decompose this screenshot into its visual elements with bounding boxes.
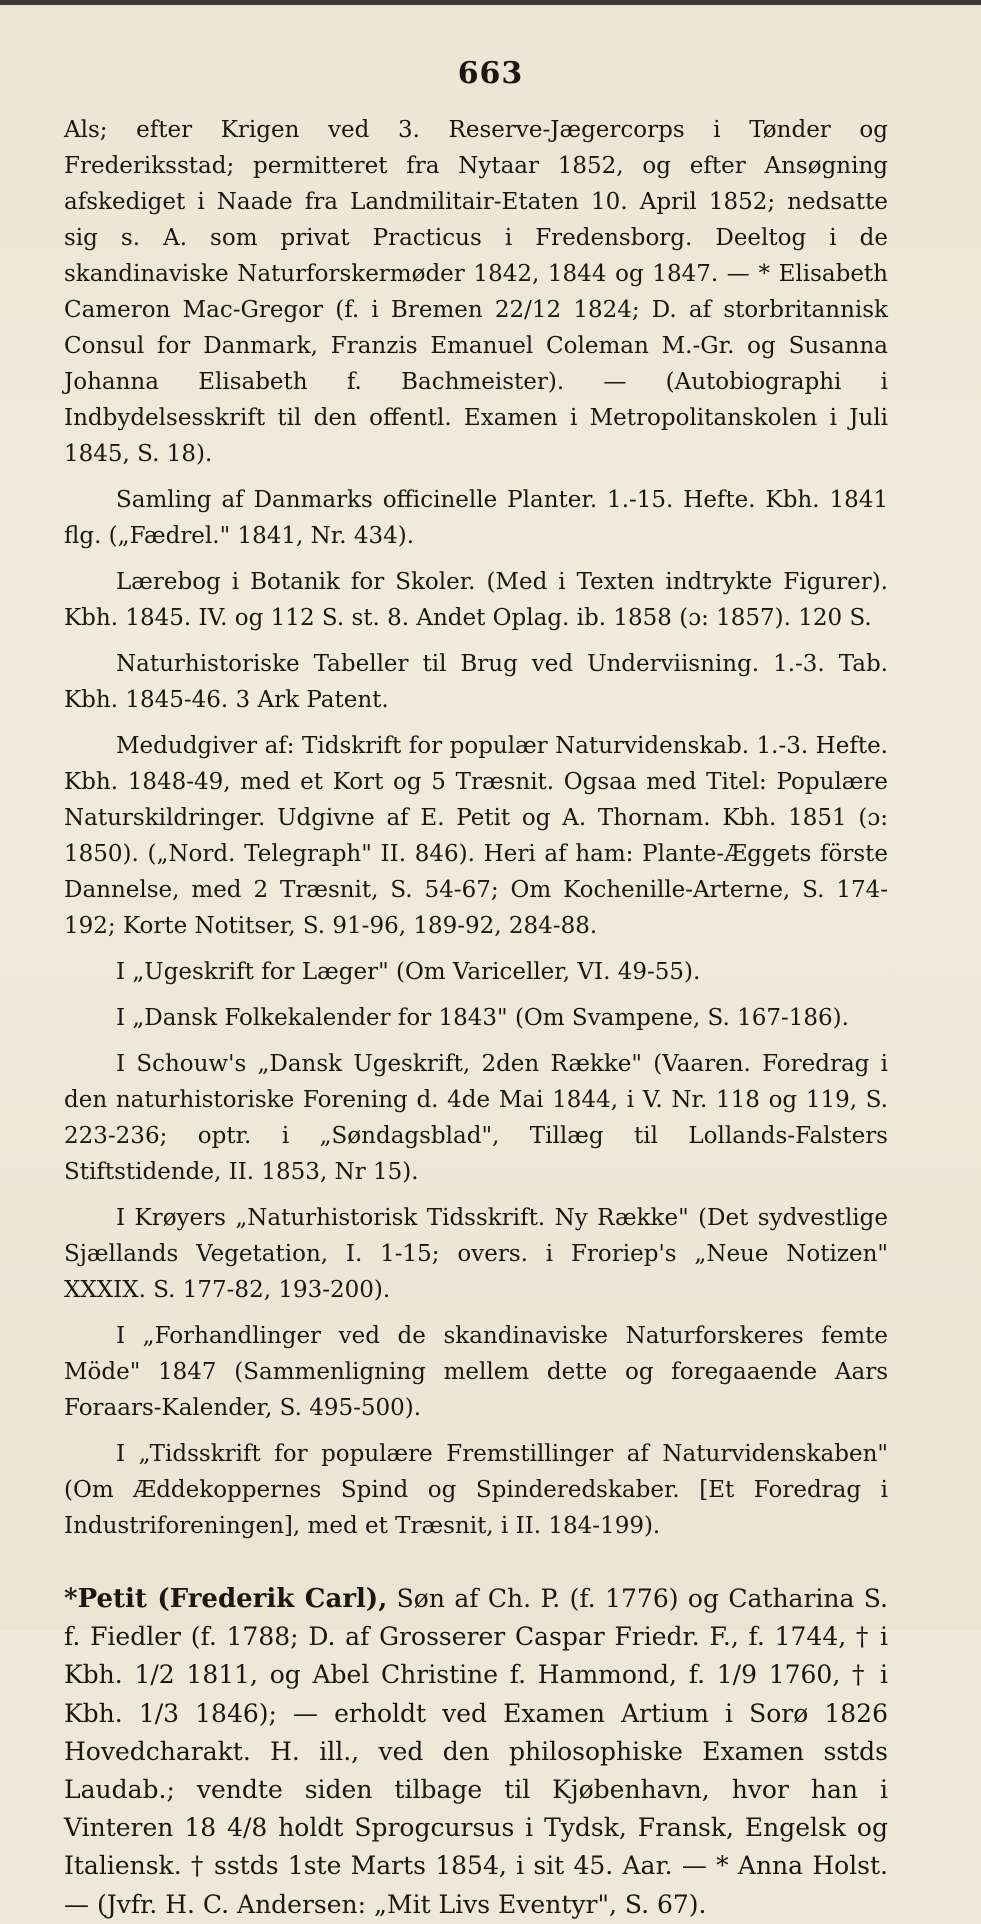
bibliography-item: Naturhistoriske Tabeller til Brug ved Underviisning. 1.-3. Tab. Kbh. 1845-46. 3 Ark Patent.	[64, 651, 888, 713]
page-number: 663	[457, 56, 524, 91]
bibliography-item: Samling af Danmarks officinelle Planter. 1.-15. Hefte. Kbh. 1841 flg. („Fædrel." 1841, Nr. 434).	[64, 487, 888, 549]
bibliography-item: I „Forhandlinger ved de skandinaviske Naturforskeres femte Möde" 1847 (Sammenligning mellem dette og foregaaende Aars Foraars-Kalender, S. 495-500).	[64, 1323, 888, 1421]
bibliography-item: I „Ugeskrift for Læger" (Om Variceller, VI. 49-55).	[116, 959, 701, 985]
top-edge-line	[0, 0, 981, 5]
entry-name: *Petit (Frederik Carl),	[64, 1584, 388, 1614]
biography-entry	[64, 1580, 888, 1924]
page-body	[64, 112, 888, 1924]
bibliography-item: I Krøyers „Naturhistorisk Tidsskrift. Ny Række" (Det sydvestlige Sjællands Vegetation, I. 1-15; overs. i Froriep's „Neue Notizen" XXXIX. S. 177-82, 193-200).	[64, 1205, 888, 1303]
bibliography-item: I „Dansk Folkekalender for 1843" (Om Svampene, S. 167-186).	[116, 1005, 849, 1031]
bibliography-item: Medudgiver af: Tidskrift for populær Naturvidenskab. 1.-3. Hefte. Kbh. 1848-49, med et Kort og 5 Træsnit. Ogsaa med Titel: Populære Naturskildringer. Udgivne af E. Petit og A. Thornam. Kbh. 1851 (ɔ: 1850). („Nord. Telegraph" II. 846). Heri af ham: Plante-Æggets förste Dannelse, med 2 Træsnit, S. 54-67; Om Kochenille-Arterne, S. 174-192; Korte Notitser, S. 91-96, 189-92, 284-88.	[64, 733, 888, 939]
paragraph-continued: Als; efter Krigen ved 3. Reserve-Jægercorps i Tønder og Frederiksstad; permitteret fra Nytaar 1852, og efter Ansøgning afskediget i Naade fra Landmilitair-Etaten 10. April 1852; nedsatte sig s. A. som privat Practicus i Fredensborg. Deeltog i de skandinaviske Naturforskermøder 1842, 1844 og 1847. — * Elisabeth Cameron Mac-Gregor (f. i Bremen 22/12 1824; D. af storbritannisk Consul for Danmark, Franzis Emanuel Coleman M.-Gr. og Susanna Johanna Elisabeth f. Bachmeister). — (Autobiographi i Indbydelsesskrift til den offentl. Examen i Metropolitanskolen i Juli 1845, S. 18).	[64, 117, 888, 467]
bibliography-item: I „Tidsskrift for populære Fremstillinger af Naturvidenskaben" (Om Æddekoppernes Spind og Spinderedskaber. [Et Foredrag i Industriforeningen], med et Træsnit, i II. 184-199).	[64, 1441, 888, 1539]
bibliography-item: I Schouw's „Dansk Ugeskrift, 2den Række" (Vaaren. Foredrag i den naturhistoriske Forening d. 4de Mai 1844, i V. Nr. 118 og 119, S. 223-236; optr. i „Søndagsblad", Tillæg til Lollands-Falsters Stiftstidende, II. 1853, Nr 15).	[64, 1051, 888, 1185]
bibliography-item: Lærebog i Botanik for Skoler. (Med i Texten indtrykte Figurer). Kbh. 1845. IV. og 112 S. st. 8. Andet Oplag. ib. 1858 (ɔ: 1857). 120 S.	[64, 569, 888, 631]
entry-text: Søn af Ch. P. (f. 1776) og Catharina S. f. Fiedler (f. 1788; D. af Grosserer Caspar Friedr. F., f. 1744, † i Kbh. 1/2 1811, og Abel Christine f. Hammond, f. 1/9 1760, † i Kbh. 1/3 1846); — erholdt ved Examen Artium i Sorø 1826 Hovedcharakt. H. ill., ved den philosophiske Examen sstds Laudab.; vendte siden tilbage til Kjøbenhavn, hvor han i Vinteren 18 4/8 holdt Sprogcursus i Tydsk, Fransk, Engelsk og Italiensk. † sstds 1ste Marts 1854, i sit 45. Aar. — * Anna Holst. — (Jvfr. H. C. Andersen: „Mit Livs Eventyr", S. 67).	[64, 1584, 888, 1919]
